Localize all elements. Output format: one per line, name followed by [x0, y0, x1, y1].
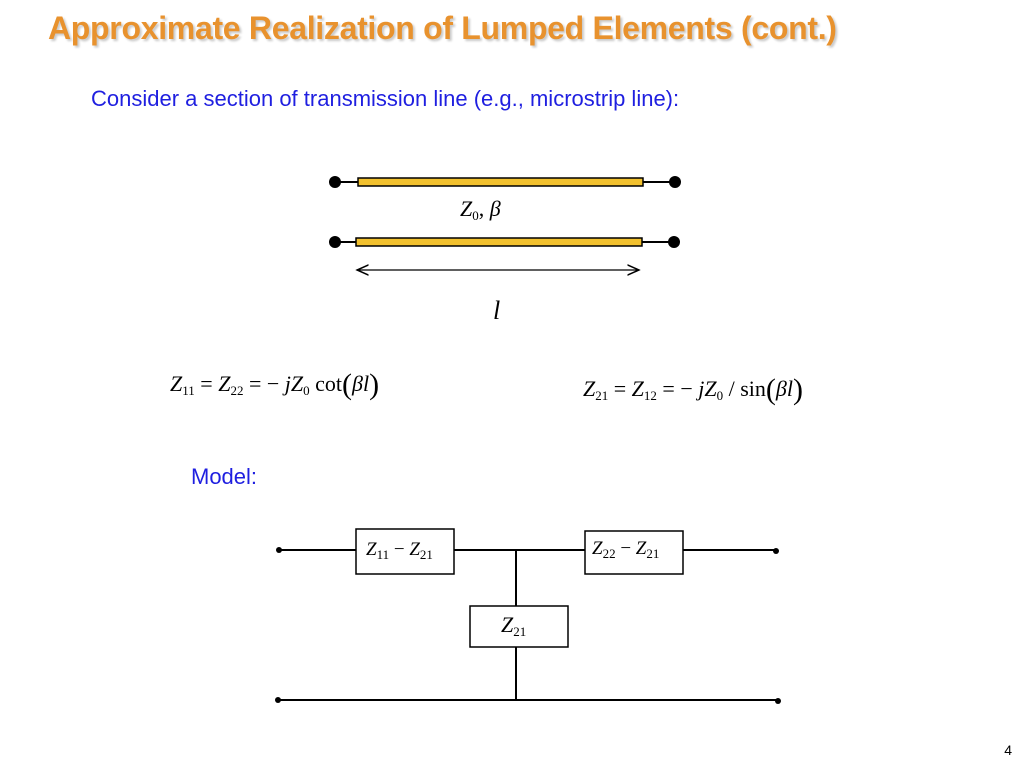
terminal-dot: [669, 176, 681, 188]
equation-z21-z12: $Z_{21} = Z_{12}$ = − $jZ_0 / \sin(\beta l)$: [583, 373, 803, 406]
model-circuit: [279, 529, 778, 700]
terminal-dot: [668, 236, 680, 248]
box-right-label: $Z_{22} - Z_{21}$: [592, 538, 660, 561]
line-param-label: $Z_0$, β: [460, 196, 501, 223]
model-label: Model:: [191, 464, 258, 489]
intro-text: Consider a section of transmission line (e.g., microstrip line):: [91, 86, 680, 111]
slide-title: Approximate Realization of Lumped Elements (cont.): [48, 10, 837, 46]
bottom-conductor: [329, 236, 680, 248]
terminal-dot: [773, 548, 779, 554]
terminal-dot: [275, 697, 281, 703]
terminal-dot: [775, 698, 781, 704]
model-terminals: [275, 547, 781, 704]
box-shunt-label: $Z_{21}$: [501, 612, 527, 639]
length-label: l: [493, 296, 501, 325]
terminal-dot: [276, 547, 282, 553]
top-conductor: [329, 176, 681, 188]
box-left-label: $Z_{11} - Z_{21}$: [366, 539, 433, 562]
terminal-dot: [329, 236, 341, 248]
equation-z11-z22: $Z_{11} = Z_{22}$ = − $jZ_0$ cot(βl): [170, 368, 380, 401]
page-number: 4: [1004, 742, 1012, 758]
terminal-dot: [329, 176, 341, 188]
